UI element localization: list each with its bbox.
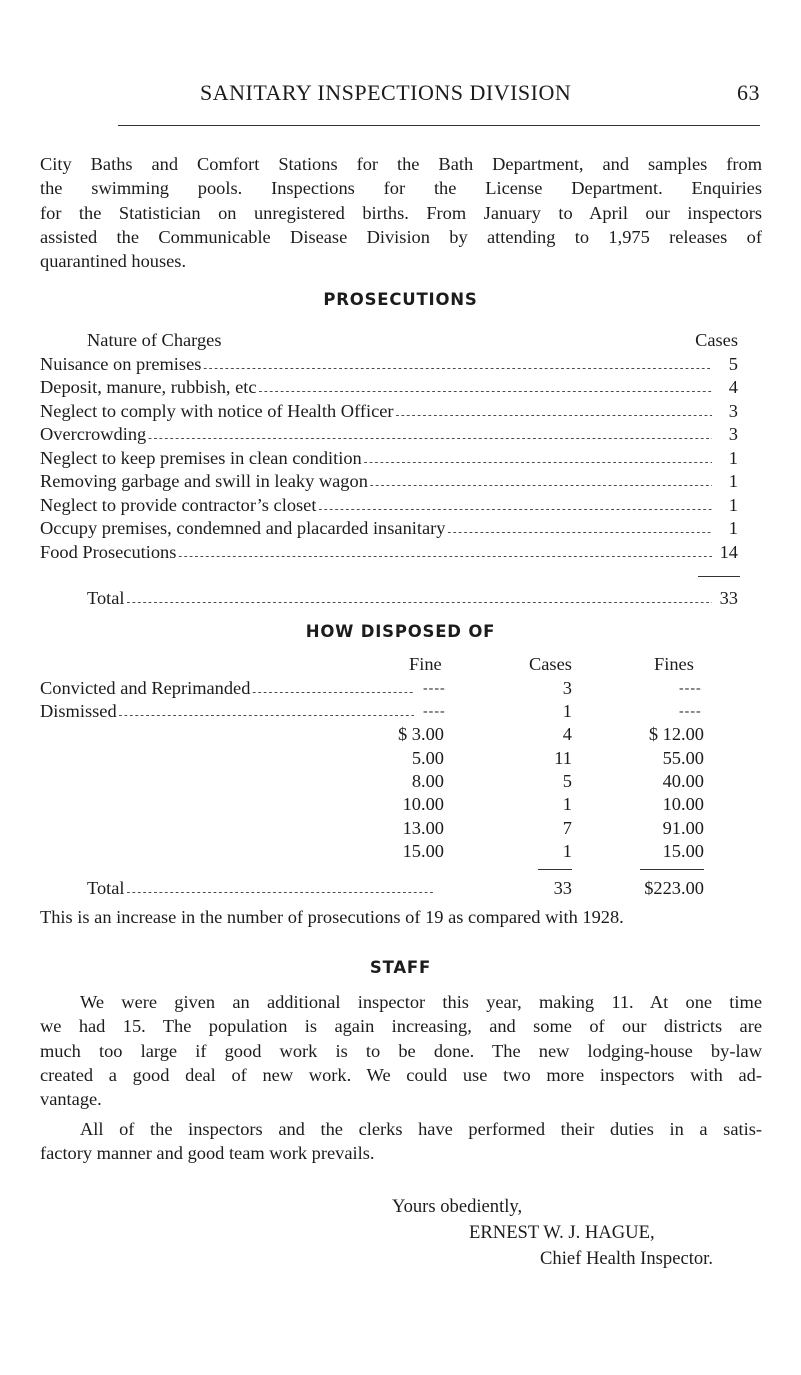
disposal-label: Dismissed <box>40 701 117 721</box>
intro-line: for the Statistician on unregistered births. From January to April our inspectors <box>40 202 762 223</box>
signatory-name: ERNEST W. J. HAGUE, <box>469 1222 655 1243</box>
cases-total-rule <box>538 869 572 870</box>
charge-cases: 5 <box>728 353 738 374</box>
leader-dashes <box>447 519 712 539</box>
fine-value: 10.00 <box>402 794 444 814</box>
intro-line: assisted the Communicable Disease Division by attending to 1,975 releases of <box>40 226 762 247</box>
intro-line: quarantined houses. <box>40 251 187 272</box>
leader-dashes <box>318 496 712 516</box>
charge-cases: 3 <box>728 424 738 444</box>
total-fines: $223.00 <box>644 878 704 898</box>
disposal-total-row <box>87 878 438 902</box>
cases-value: 1 <box>562 841 572 861</box>
charge-cases: 3 <box>728 400 738 421</box>
cases-value: 5 <box>562 771 572 791</box>
intro-line: the swimming pools. Inspections for the License Department. Enquiries <box>40 178 762 199</box>
cases-value: 7 <box>562 818 572 838</box>
staff-line: We were given an additional inspector this year, making 11. At one time <box>80 992 762 1012</box>
fine-value: 8.00 <box>411 771 444 791</box>
charge-label: Removing garbage and swill in leaky wagon <box>40 471 368 491</box>
fine-value: ---- <box>423 704 446 719</box>
charge-row <box>40 495 738 519</box>
intro-paragraph <box>40 152 762 273</box>
cases-value: 4 <box>562 724 572 744</box>
staff-line: we had 15. The population is again increasing, and some of our districts are <box>40 1016 762 1037</box>
charge-row <box>40 448 738 472</box>
leader-dashes <box>127 879 434 899</box>
page-number: 63 <box>737 80 760 105</box>
total-rule <box>698 576 740 577</box>
header-rule <box>118 125 760 126</box>
fines-column-header: Fines <box>654 654 694 674</box>
charge-row <box>40 542 738 566</box>
leader-dashes <box>396 402 712 422</box>
disposal-label: Convicted and Reprimanded <box>40 678 251 698</box>
staff-paragraph-1 <box>40 990 762 1111</box>
signatory-title: Chief Health Inspector. <box>540 1248 713 1269</box>
charge-cases: 1 <box>728 494 738 515</box>
fines-value: $ 12.00 <box>648 724 704 744</box>
charge-cases: 4 <box>728 377 738 397</box>
comparison-sentence <box>40 905 762 929</box>
leader-dashes <box>148 425 712 445</box>
cases-column-header: Cases <box>695 330 738 350</box>
charge-cases: 1 <box>728 471 738 491</box>
disposal-row <box>40 701 418 725</box>
staff-heading: STAFF <box>369 958 432 977</box>
charge-label: Neglect to provide contractor’s closet <box>40 494 317 515</box>
charge-row <box>40 518 738 542</box>
prosecutions-header-row <box>40 330 738 354</box>
leader-dashes <box>259 378 712 398</box>
comparison-line: This is an increase in the number of prosecutions of 19 as compared with 1928. <box>40 907 624 927</box>
closing-salutation: Yours obediently, <box>392 1196 523 1217</box>
charge-row <box>40 471 738 495</box>
staff-line: created a good deal of new work. We could use two more inspectors with ad- <box>40 1064 762 1085</box>
total-label: Total <box>87 878 125 898</box>
total-cases: 33 <box>719 588 738 608</box>
staff-line: vantage. <box>40 1089 102 1110</box>
cases-value: 11 <box>554 748 572 768</box>
fines-value: 91.00 <box>662 818 704 838</box>
charge-label: Neglect to keep premises in clean condition <box>40 447 362 468</box>
charge-label: Food Prosecutions <box>40 541 177 562</box>
cases-column-header: Cases <box>529 654 572 674</box>
fines-value: ---- <box>679 681 702 696</box>
staff-paragraph-2 <box>40 1117 762 1166</box>
charge-label: Overcrowding <box>40 424 147 444</box>
fine-value: 5.00 <box>411 748 444 768</box>
staff-line: All of the inspectors and the clerks have performed their duties in a satis- <box>80 1119 762 1139</box>
cases-value: 3 <box>562 678 572 698</box>
charge-row <box>40 401 738 425</box>
section-title: SANITARY INSPECTIONS DIVISION <box>200 80 572 105</box>
charge-row <box>40 354 738 378</box>
charge-label: Nuisance on premises <box>40 353 202 374</box>
staff-line: factory manner and good team work prevails. <box>40 1143 375 1164</box>
fine-value: ---- <box>423 681 446 696</box>
fines-value: 55.00 <box>662 748 704 768</box>
fine-value: 15.00 <box>402 841 444 861</box>
fines-value: 40.00 <box>662 771 704 791</box>
nature-column-header: Nature of Charges <box>87 330 222 350</box>
charge-label: Occupy premises, condemned and placarded insanitary <box>40 518 446 538</box>
total-label: Total <box>87 588 125 608</box>
charge-label: Deposit, manure, rubbish, etc <box>40 377 257 397</box>
charge-cases: 1 <box>728 447 738 468</box>
fine-column-header: Fine <box>409 654 442 674</box>
fines-value: 10.00 <box>662 794 704 814</box>
cases-value: 1 <box>562 701 572 721</box>
prosecutions-heading: PROSECUTIONS <box>323 290 478 309</box>
leader-dashes <box>203 355 712 375</box>
fine-value: 13.00 <box>402 818 444 838</box>
leader-dashes <box>370 472 712 492</box>
fines-value: 15.00 <box>662 841 704 861</box>
fine-value: $ 3.00 <box>398 724 444 744</box>
cases-value: 1 <box>562 794 572 814</box>
charge-cases: 14 <box>719 541 738 562</box>
total-cases: 33 <box>553 878 572 898</box>
leader-dashes <box>178 543 712 563</box>
prosecutions-total-row <box>87 588 738 612</box>
leader-dashes <box>127 589 712 609</box>
disposal-row <box>40 678 418 702</box>
disposal-heading: HOW DISPOSED OF <box>305 622 496 641</box>
staff-line: much too large if good work is to be done. The new lodging-house by-law <box>40 1040 762 1061</box>
charge-row <box>40 424 738 448</box>
leader-dashes <box>119 702 414 722</box>
charge-label: Neglect to comply with notice of Health Officer <box>40 400 394 421</box>
fines-total-rule <box>640 869 704 870</box>
charge-row <box>40 377 738 401</box>
charge-cases: 1 <box>728 518 738 538</box>
fines-value: ---- <box>679 704 702 719</box>
leader-dashes <box>364 449 712 469</box>
intro-line: City Baths and Comfort Stations for the Bath Department, and samples from <box>40 154 762 174</box>
leader-dashes <box>252 679 414 699</box>
